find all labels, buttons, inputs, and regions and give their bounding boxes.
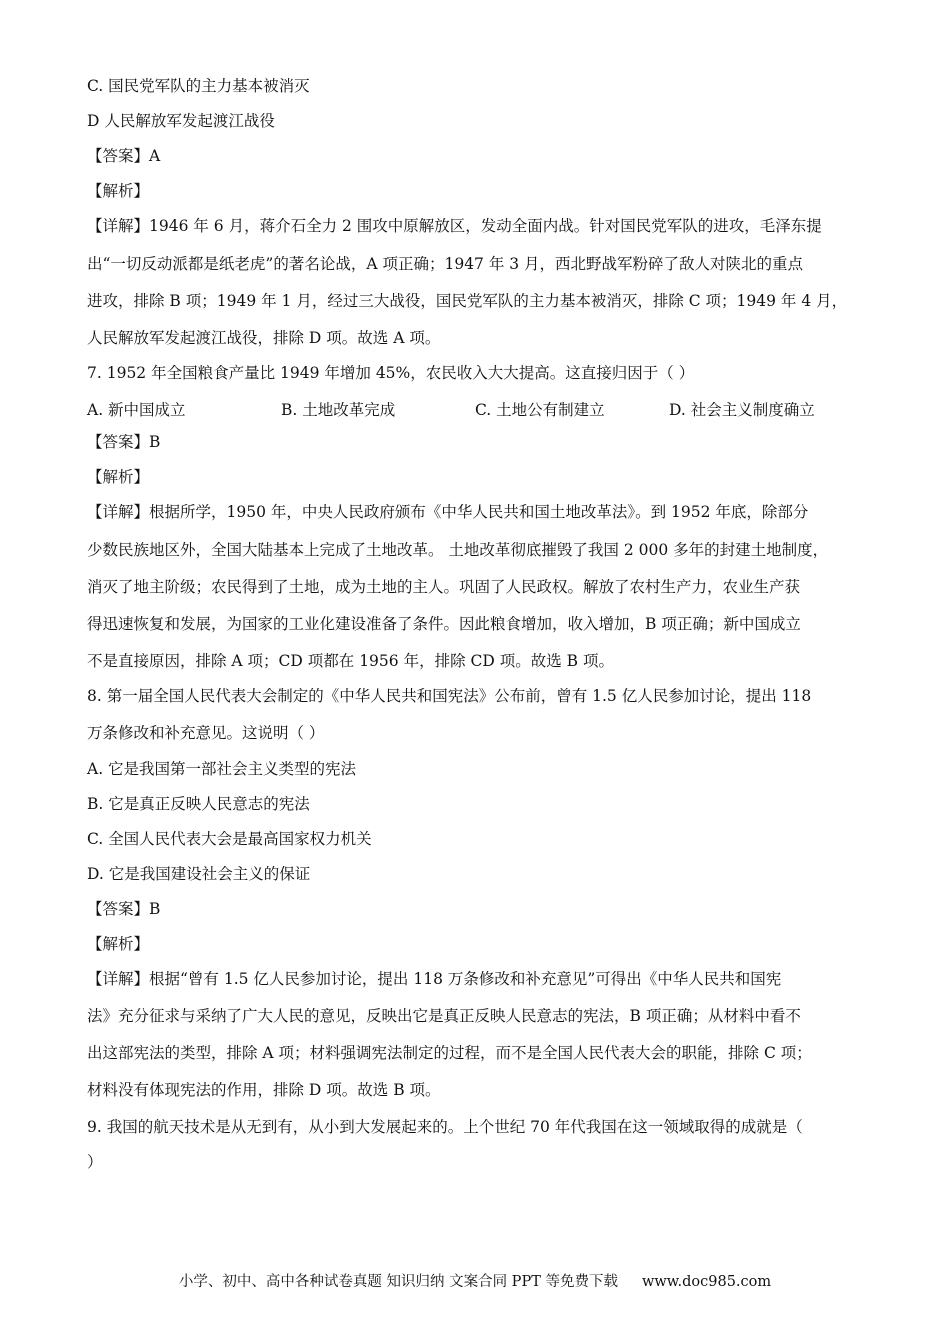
footer-text: 小学、初中、高中各种试卷真题 知识归纳 文案合同 PPT 等免费下载	[178, 1274, 618, 1290]
q7-option-a: A. 新中国成立	[87, 401, 186, 419]
q6-analysis-label: 【解析】	[87, 182, 150, 200]
q7-answer: 【答案】B	[87, 433, 161, 451]
q7-detail-line: 得迅速恢复和发展，为国家的工业化建设准备了条件。因此粮食增加，收入增加，B 项正确；新中国成立	[87, 615, 801, 633]
q7-analysis-label: 【解析】	[87, 468, 150, 486]
q8-stem-line: 万条修改和补充意见。这说明（ ）	[87, 724, 325, 742]
q7-detail-line: 【详解】根据所学，1950 年，中央人民政府颁布《中华人民共和国土地改革法》。到 1952 年底，除部分	[87, 503, 809, 521]
page-footer	[0, 1270, 950, 1291]
q6-detail-line: 人民解放军发起渡江战役，排除 D 项。故选 A 项。	[87, 329, 441, 347]
q6-detail-line: 出“一切反动派都是纸老虎”的著名论战，A 项正确；1947 年 3 月，西北野战军粉碎了敌人对陕北的重点	[87, 255, 804, 273]
q9-stem-line: 9. 我国的航天技术是从无到有，从小到大发展起来的。上个世纪 70 年代我国在这一领域取得的成就是（	[87, 1118, 803, 1136]
q6-detail-line: 【详解】1946 年 6 月，蒋介石全力 2 围攻中原解放区，发动全面内战。针对国民党军队的进攻，毛泽东提	[87, 217, 822, 235]
q7-option-c: C. 土地公有制建立	[475, 401, 605, 419]
q9-stem-line: ）	[87, 1153, 103, 1171]
q6-detail-line: 进攻，排除 B 项；1949 年 1 月，经过三大战役，国民党军队的主力基本被消灭，排除 C 项；1949 年 4 月，	[87, 292, 848, 310]
q6-option-d: D 人民解放军发起渡江战役	[87, 112, 275, 130]
q8-analysis-label: 【解析】	[87, 935, 150, 953]
q7-detail-line: 少数民族地区外，全国大陆基本上完成了土地改革。 土地改革彻底摧毁了我国 2 000 多年的封建土地制度，	[87, 541, 829, 559]
q8-detail-line: 【详解】根据“曾有 1.5 亿人民参加讨论，提出 118 万条修改和补充意见”可得出《中华人民共和国宪	[87, 970, 782, 988]
q8-option-c: C. 全国人民代表大会是最高国家权力机关	[87, 830, 372, 848]
footer-link[interactable]: www.doc985.com	[641, 1274, 772, 1290]
q7-option-b: B. 土地改革完成	[281, 401, 396, 419]
q6-option-c: C. 国民党军队的主力基本被消灭	[87, 77, 310, 95]
q8-detail-line: 法》充分征求与采纳了广大人民的意见，反映出它是真正反映人民意志的宪法，B 项正确；从材料中看不	[87, 1007, 801, 1025]
q7-options	[87, 398, 867, 418]
q8-answer: 【答案】B	[87, 900, 161, 918]
q8-detail-line: 材料没有体现宪法的作用，排除 D 项。故选 B 项。	[87, 1081, 441, 1099]
q7-option-d: D. 社会主义制度确立	[669, 401, 815, 419]
q6-answer: 【答案】A	[87, 147, 161, 165]
q8-option-a: A. 它是我国第一部社会主义类型的宪法	[87, 760, 357, 778]
q7-stem: 7. 1952 年全国粮食产量比 1949 年增加 45%，农民收入大大提高。这直接归因于（ ）	[87, 364, 695, 382]
q8-detail-line: 出这部宪法的类型，排除 A 项；材料强调宪法制定的过程，而不是全国人民代表大会的职能，排除 C 项；	[87, 1044, 812, 1062]
q8-option-b: B. 它是真正反映人民意志的宪法	[87, 795, 310, 813]
q8-stem-line: 8. 第一届全国人民代表大会制定的《中华人民共和国宪法》公布前，曾有 1.5 亿人民参加讨论，提出 118	[87, 687, 812, 705]
q7-detail-line: 消灭了地主阶级；农民得到了土地，成为土地的主人。巩固了人民政权。解放了农村生产力，农业生产获	[87, 578, 801, 596]
q7-detail-line: 不是直接原因，排除 A 项；CD 项都在 1956 年，排除 CD 项。故选 B 项。	[87, 652, 614, 670]
q8-option-d: D. 它是我国建设社会主义的保证	[87, 865, 311, 883]
